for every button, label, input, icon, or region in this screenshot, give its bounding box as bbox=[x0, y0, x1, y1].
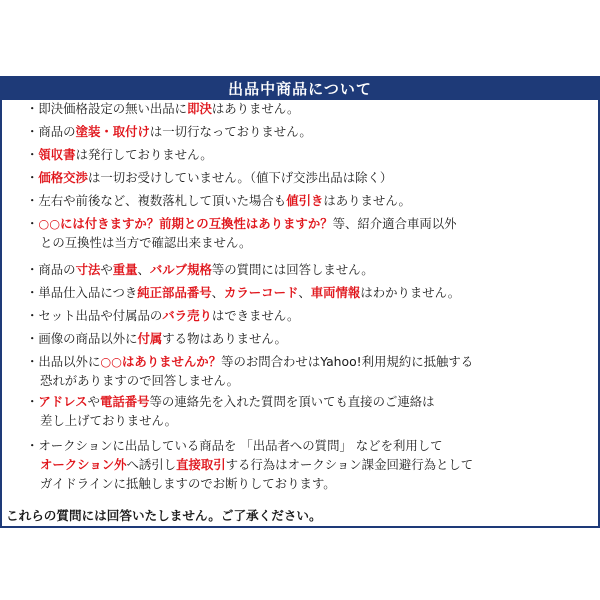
item-line bbox=[26, 352, 586, 371]
item-text: 恐れがありますので回答しません。 bbox=[40, 373, 239, 388]
item-text: する物はありません。 bbox=[162, 331, 287, 346]
item-text: は発行しておりません。 bbox=[75, 147, 213, 162]
emphasis-text: 領収書 bbox=[38, 147, 76, 162]
emphasis-text: 寸法 bbox=[75, 262, 101, 277]
item-continuation-line bbox=[26, 411, 586, 430]
notice-panel bbox=[0, 76, 600, 528]
item-text: ・ bbox=[26, 147, 39, 162]
item-text: へ誘引し bbox=[126, 457, 177, 472]
item-text: との互換性は当方で確認出来ません。 bbox=[40, 235, 252, 250]
notice-title: 出品中商品について bbox=[2, 78, 598, 100]
emphasis-text: 即決 bbox=[187, 101, 212, 116]
item-text: 、 bbox=[298, 285, 311, 300]
notice-item bbox=[26, 99, 586, 118]
item-text: は一切お受けしていません。（値下げ交渉出品は除く） bbox=[87, 170, 393, 185]
item-line bbox=[26, 260, 586, 279]
item-text: 、 bbox=[137, 262, 150, 277]
emphasis-text: アドレス bbox=[38, 394, 88, 409]
item-line bbox=[26, 283, 586, 302]
item-text: ・オークションに出品している商品を 「出品者への質問」 などを利用して bbox=[26, 438, 443, 453]
item-text: 、 bbox=[211, 285, 225, 300]
item-line bbox=[26, 99, 586, 118]
item-line bbox=[26, 392, 586, 411]
notice-item bbox=[26, 392, 586, 430]
item-line bbox=[26, 329, 586, 348]
item-text: 差し上げておりません。 bbox=[40, 413, 178, 428]
item-continuation-line bbox=[26, 233, 586, 252]
notice-item bbox=[26, 329, 586, 348]
item-text: 等の質問には回答しません。 bbox=[211, 262, 374, 277]
emphasis-text: バラ売り bbox=[162, 308, 212, 323]
emphasis-text: 車両情報 bbox=[310, 285, 361, 300]
emphasis-text: ○○はありませんか？ bbox=[100, 354, 222, 369]
notice-item bbox=[26, 214, 586, 252]
item-text: 等の連絡先を入れた質問を頂いても直接のご連絡は bbox=[149, 394, 435, 409]
notice-item bbox=[26, 352, 586, 390]
item-text: はできません。 bbox=[211, 308, 300, 323]
item-text: ・商品の bbox=[26, 124, 76, 139]
item-text: ・単品仕入品につき bbox=[26, 285, 138, 300]
emphasis-text: カラーコード bbox=[224, 285, 299, 300]
item-text: はありません。 bbox=[323, 193, 411, 208]
item-text: ・出品以外に bbox=[26, 354, 101, 369]
item-text: ・ bbox=[26, 394, 39, 409]
notice-item bbox=[26, 436, 586, 493]
item-line bbox=[26, 168, 586, 187]
item-text: はわかりません。 bbox=[360, 285, 461, 300]
item-text: ・ bbox=[26, 170, 39, 185]
item-text: は一切行なっておりません。 bbox=[149, 124, 312, 139]
emphasis-text: 直接取引 bbox=[176, 457, 226, 472]
item-line bbox=[26, 436, 586, 455]
item-text: や bbox=[100, 262, 113, 277]
item-text: ・左右や前後など、複数落札して頂いた場合も bbox=[26, 193, 287, 208]
item-line bbox=[26, 145, 586, 164]
emphasis-text: 塗装・取付け bbox=[75, 124, 150, 139]
notice-item bbox=[26, 145, 586, 164]
item-continuation-line bbox=[26, 474, 586, 493]
emphasis-text: 値引き bbox=[286, 193, 324, 208]
item-text: ・画像の商品以外に bbox=[26, 331, 138, 346]
notice-item bbox=[26, 191, 586, 210]
notice-item bbox=[26, 283, 586, 302]
item-continuation-line bbox=[26, 371, 586, 390]
item-line bbox=[26, 191, 586, 210]
emphasis-text: 付属 bbox=[137, 331, 163, 346]
item-line bbox=[26, 214, 586, 233]
item-text: ・ bbox=[26, 216, 39, 231]
item-text: ・商品の bbox=[26, 262, 76, 277]
item-text: はありません。 bbox=[211, 101, 300, 116]
item-text: ガイドラインに抵触しますのでお断りしております。 bbox=[40, 476, 336, 491]
item-text: や bbox=[87, 394, 100, 409]
item-continuation-line bbox=[26, 455, 586, 474]
emphasis-text: 価格交渉 bbox=[38, 170, 88, 185]
item-text: 等、紹介適合車両以外 bbox=[332, 216, 457, 231]
item-text: 等のお問合わせはYahoo!利用規約に抵触する bbox=[221, 354, 474, 369]
item-line bbox=[26, 306, 586, 325]
item-text: する行為はオークション課金回避行為として bbox=[225, 457, 474, 472]
notice-item bbox=[26, 306, 586, 325]
footer-note: これらの質問には回答いたしません。ご了承ください。 bbox=[6, 508, 322, 523]
emphasis-text: 重量 bbox=[112, 262, 138, 277]
notice-item bbox=[26, 260, 586, 279]
emphasis-text: 電話番号 bbox=[99, 394, 150, 409]
emphasis-text: バルブ規格 bbox=[149, 262, 212, 277]
emphasis-text: オークション外 bbox=[40, 457, 127, 472]
emphasis-text: ○○には付きますか？前期との互換性はありますか？ bbox=[38, 216, 333, 231]
notice-item bbox=[26, 122, 586, 141]
emphasis-text: 純正部品番号 bbox=[137, 285, 212, 300]
item-text: ・セット出品や付属品の bbox=[26, 308, 163, 323]
item-text: ・即決価格設定の無い出品に bbox=[26, 101, 188, 116]
item-line bbox=[26, 122, 586, 141]
notice-item bbox=[26, 168, 586, 187]
